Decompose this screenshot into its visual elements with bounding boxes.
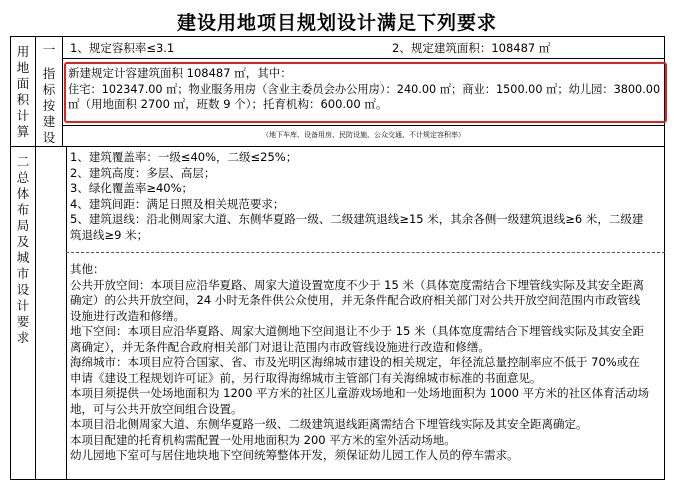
- plot-ratio-rule: 1、规定容积率≤3.1: [70, 41, 175, 55]
- text-line: 公共开放空间：本项目应沿华夏路、周家大道设置宽度不少于 15 米（具体宽度需结合下埋管线实际及其安全距离: [70, 277, 644, 292]
- text-line: 1、建筑覆盖率：一级≤40%，二级≤25%；: [70, 150, 298, 164]
- text-line: 设施进行改造和修缮。: [70, 308, 185, 323]
- section2-label-layout: 二总体布局及城市设计要求: [16, 154, 30, 345]
- text-line: 幼儿园地下室可与居住地块地下空间统筹整体开发，须保证幼儿园工作人员的停车需求。: [70, 448, 519, 462]
- dashed-separator: [66, 252, 665, 253]
- text-line: 确定）的公共开放空间，24 小时无条件供公众使用，并无条件配合政府相关部门对公共开放空间范围内市政管线: [70, 293, 641, 307]
- page-title: 建设用地项目规划设计满足下列要求: [176, 12, 497, 34]
- table-divider: [62, 58, 665, 59]
- text-line: 住宅：102347.00 ㎡；物业服务用房（含业主委员会办公用房）：240.00 ㎡；商业：1500.00 ㎡；幼儿园：3800.00: [68, 82, 661, 96]
- text-line: 2、建筑高度：多层、高层；: [70, 165, 216, 180]
- section1-label-number: 一: [42, 42, 56, 57]
- text-line: 本项目须提供一处场地面积为 1200 平方米的社区儿童游戏场地和一处场地面积为 1000 平方米的社区体育活动场: [70, 386, 650, 400]
- text-line: 海绵城市：本项目应符合国家、省、市及光明区海绵城市建设的相关规定，年径流总量控制率应不低于 70%或在: [70, 355, 640, 369]
- text-line: 地下空间：本项目应沿华夏路、周家大道侧地下空间退让不少于 15 米（具体宽度需结合下埋管线实际及其安全距: [70, 324, 644, 338]
- exclusion-note: （地下车库、设备用房、民防设施、公众交通、不计规定容积率）: [262, 131, 465, 139]
- text-line: 新建规定计容建筑面积 108487 ㎡，其中：: [68, 66, 292, 80]
- section1-label-indicator: 指标按建设: [42, 66, 56, 145]
- text-line: 筑退线≥9 米；: [70, 227, 149, 242]
- table-divider: [62, 125, 665, 126]
- other-requirements: [70, 262, 664, 464]
- table-divider: [35, 36, 36, 480]
- layout-requirements: [70, 150, 664, 243]
- building-area-breakdown: [68, 66, 664, 113]
- table-divider: [10, 146, 665, 147]
- text-line: 其他：: [70, 262, 105, 276]
- text-line: 离确定），并无条件配合政府相关部门对退让范围内市政管线设施进行改造和修缮。: [70, 339, 490, 354]
- table-divider: [66, 146, 67, 480]
- text-line: 本项目配建的托育机构需配置一处用地面积为 200 平方米的室外活动场地。: [70, 432, 456, 447]
- building-area-rule: 2、规定建筑面积：108487 ㎡: [392, 41, 551, 55]
- text-line: 4、建筑间距：满足日照及相关规范要求；: [70, 196, 285, 211]
- text-line: 地，可与公共开放空间组合设置。: [70, 401, 243, 416]
- section1-label-area-calc: 用地面积计算: [16, 44, 30, 139]
- text-line: ㎡（用地面积 2700 ㎡，班数 9 个）；托育机构：600.00 ㎡。: [68, 97, 388, 111]
- text-line: 本项目沿北侧周家大道、东侧华夏路一级、二级建筑退线距离需结合下埋管线实际及其安全距离确定。: [70, 417, 588, 431]
- text-line: 3、绿化覆盖率≥40%；: [70, 181, 194, 195]
- text-line: 5、建筑退线：沿北侧周家大道、东侧华夏路一级、二级建筑退线≥15 米，其余各侧一级建筑退线≥6 米，二级建: [70, 212, 644, 226]
- text-line: 申请《建设工程规划许可证》前，另行取得海绵城市主管部门有关海绵城市标准的书面意见。: [70, 370, 542, 385]
